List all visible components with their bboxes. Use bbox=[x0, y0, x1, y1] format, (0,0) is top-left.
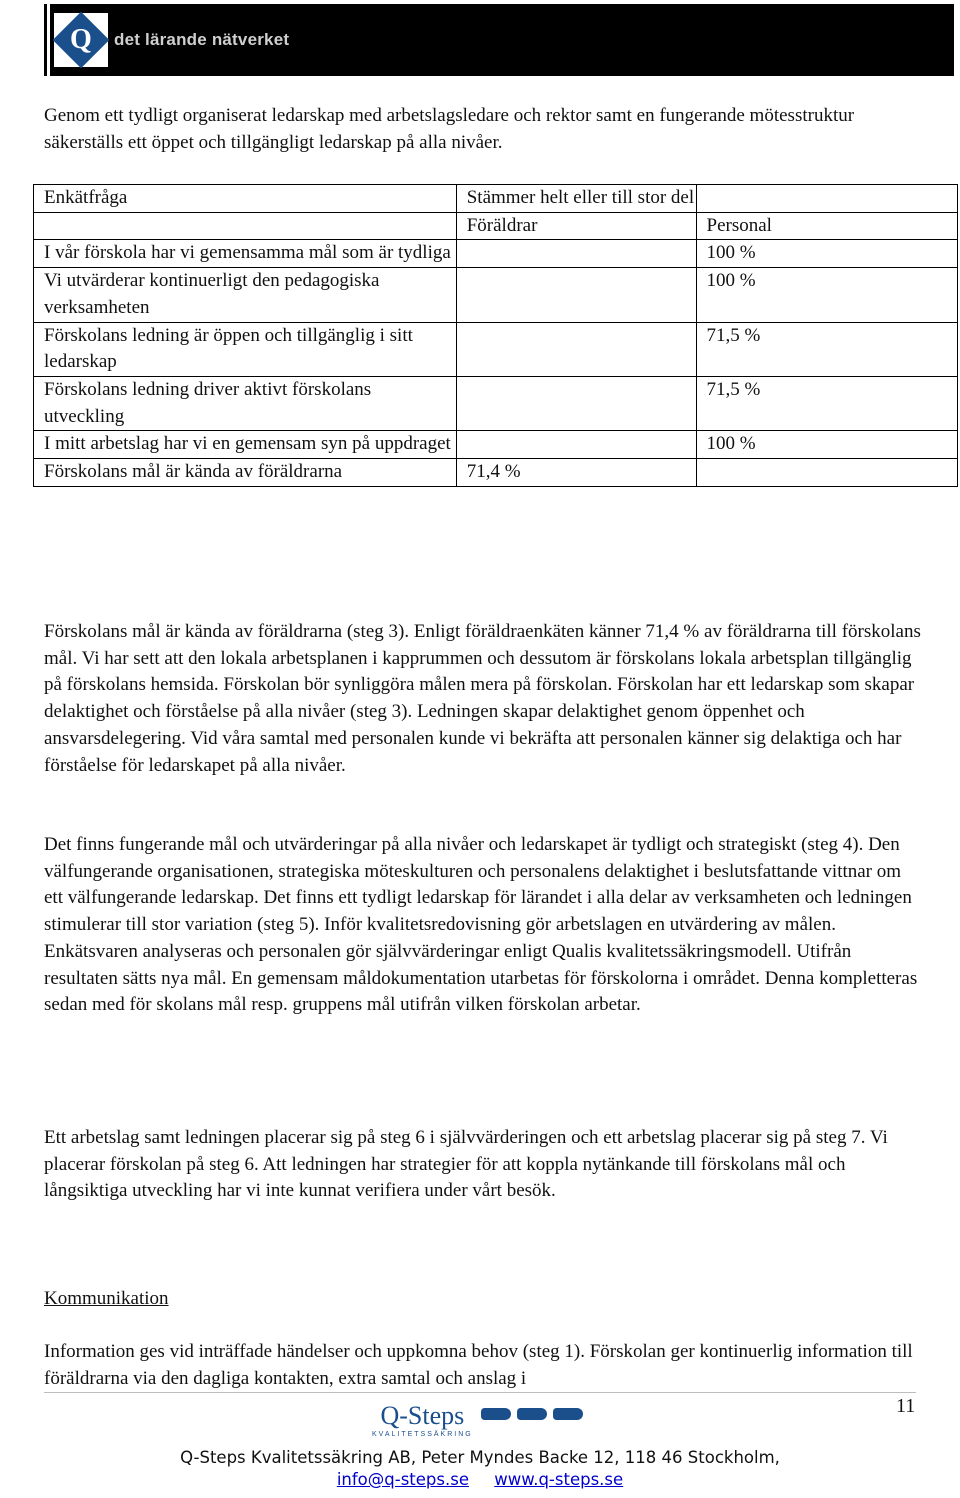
email-link[interactable]: info@q-steps.se bbox=[336, 1470, 469, 1489]
body-paragraph: Det finns fungerande mål och utvärderingar på alla nivåer och ledarskapet är tydligt och strategiskt (steg 4). Den välfungerande organisationen, strategiska möteskulturen och personalens delaktighet i beslutsfattande vittnar om ett välfungerande ledarskap. Det finns ett tydligt ledarskap för lärandet i alla delar av verksamheten och ledningen stimulerar till stor variation (steg 5). Inför kvalitetsredovisning gör arbetslagen en utvärdering av målen. Enkätsvaren analyseras och personalen gör självvärderingar enligt Qualis kvalitetssäkringsmodell. Utifrån resultaten sätts nya mål. En gemensam måldokumentation utarbetas för förskolorna i området. Denna kompletteras sedan med för skolans mål resp. gruppens mål utifrån vilken förskolan arbetar. bbox=[44, 834, 918, 1016]
header-empty-cell bbox=[696, 185, 958, 213]
table-subheader-row bbox=[34, 212, 958, 240]
parents-value-cell bbox=[456, 268, 696, 322]
header-banner bbox=[50, 4, 954, 76]
website-link[interactable]: www.q-steps.se bbox=[494, 1470, 624, 1489]
logo-name: Q-Steps bbox=[380, 1401, 465, 1430]
header-question-cell: Enkätfråga bbox=[34, 185, 457, 213]
footprints-icon bbox=[481, 1408, 583, 1420]
page-number: 11 bbox=[896, 1395, 916, 1417]
footer-divider bbox=[44, 1392, 916, 1393]
footprint-icon bbox=[517, 1408, 547, 1420]
body-paragraph: Ett arbetslag samt ledningen placerar sig på steg 6 i självvärderingen och ett arbetslag placerar sig på steg 7. Vi placerar förskolan på steg 6. Att ledningen har strategier för att koppla nytänkande till förskolans mål och långsiktiga utveckling har vi inte kunnat verifiera under vårt besök. bbox=[44, 1127, 888, 1202]
logo-tagline: KVALITETSSÄKRING bbox=[372, 1431, 473, 1438]
footer-links bbox=[0, 1469, 960, 1491]
header-divider bbox=[44, 4, 47, 76]
footprint-icon bbox=[553, 1408, 583, 1420]
staff-value-cell: 71,5 % bbox=[696, 322, 958, 376]
staff-value-cell: 71,5 % bbox=[696, 376, 958, 430]
question-cell: Vi utvärderar kontinuerligt den pedagogiska verksamheten bbox=[34, 268, 457, 322]
footer-address: Q-Steps Kvalitetssäkring AB, Peter Myndes Backe 12, 118 46 Stockholm, bbox=[180, 1448, 780, 1467]
question-cell: Förskolans mål är kända av föräldrarna bbox=[34, 459, 457, 487]
intro-paragraph: Genom ett tydligt organiserat ledarskap med arbetslagsledare och rektor samt en fungerande mötesstruktur säkerställs ett öppet och tillgängligt ledarskap på alla nivåer. bbox=[44, 105, 855, 153]
table-row bbox=[34, 431, 958, 459]
diamond-logo-icon bbox=[53, 12, 110, 69]
header-agree-cell: Stämmer helt eller till stor del bbox=[456, 185, 696, 213]
header-parents-cell: Föräldrar bbox=[456, 212, 696, 240]
table-row bbox=[34, 459, 958, 487]
footprint-icon bbox=[481, 1408, 511, 1420]
parents-value-cell bbox=[456, 322, 696, 376]
last-paragraph: Information ges vid inträffade händelser och uppkomna behov (steg 1). Förskolan ger kontinuerlig information till föräldrarna via den dagliga kontakten, extra samtal och anslag i bbox=[44, 1341, 913, 1389]
table-row bbox=[34, 322, 958, 376]
survey-table bbox=[33, 184, 958, 487]
table-row bbox=[34, 268, 958, 322]
body-paragraph: Förskolans mål är kända av föräldrarna (steg 3). Enligt föräldraenkäten känner 71,4 % av föräldrarna till förskolans mål. Vi har sett att den lokala arbetsplanen i kapprummen och dessutom är förskolans lokala arbetsplan tillgänglig på förskolans hemsida. Förskolan bör synliggöra målen mera på förskolan. Förskolan har ett ledarskap som skapar delaktighet och förståelse på alla nivåer (steg 3). Ledningen skapar delaktighet genom öppenhet och ansvarsdelegering. Vid våra samtal med personalen kunde vi bekräfta att personalen känner sig delaktiga och har förståelse för ledarskapet på alla nivåer. bbox=[44, 621, 921, 776]
logo-letter: Q bbox=[70, 24, 92, 55]
parents-value-cell bbox=[456, 431, 696, 459]
question-cell: Förskolans ledning är öppen och tillgänglig i sitt ledarskap bbox=[34, 322, 457, 376]
footer-logo bbox=[372, 1402, 583, 1439]
network-name: det lärande nätverket bbox=[114, 30, 290, 49]
parents-value-cell bbox=[456, 240, 696, 268]
table-row bbox=[34, 240, 958, 268]
staff-value-cell bbox=[696, 459, 958, 487]
question-cell: Förskolans ledning driver aktivt förskolans utveckling bbox=[34, 376, 457, 430]
staff-value-cell: 100 % bbox=[696, 268, 958, 322]
table-row bbox=[34, 376, 958, 430]
question-cell: I vår förskola har vi gemensamma mål som är tydliga bbox=[34, 240, 457, 268]
subheader-empty-cell bbox=[34, 212, 457, 240]
header-logo bbox=[54, 13, 108, 67]
staff-value-cell: 100 % bbox=[696, 240, 958, 268]
table-header-row bbox=[34, 185, 958, 213]
parents-value-cell bbox=[456, 376, 696, 430]
header-staff-cell: Personal bbox=[696, 212, 958, 240]
section-heading: Kommunikation bbox=[44, 1288, 169, 1309]
question-cell: I mitt arbetslag har vi en gemensam syn på uppdraget bbox=[34, 431, 457, 459]
parents-value-cell: 71,4 % bbox=[456, 459, 696, 487]
staff-value-cell: 100 % bbox=[696, 431, 958, 459]
